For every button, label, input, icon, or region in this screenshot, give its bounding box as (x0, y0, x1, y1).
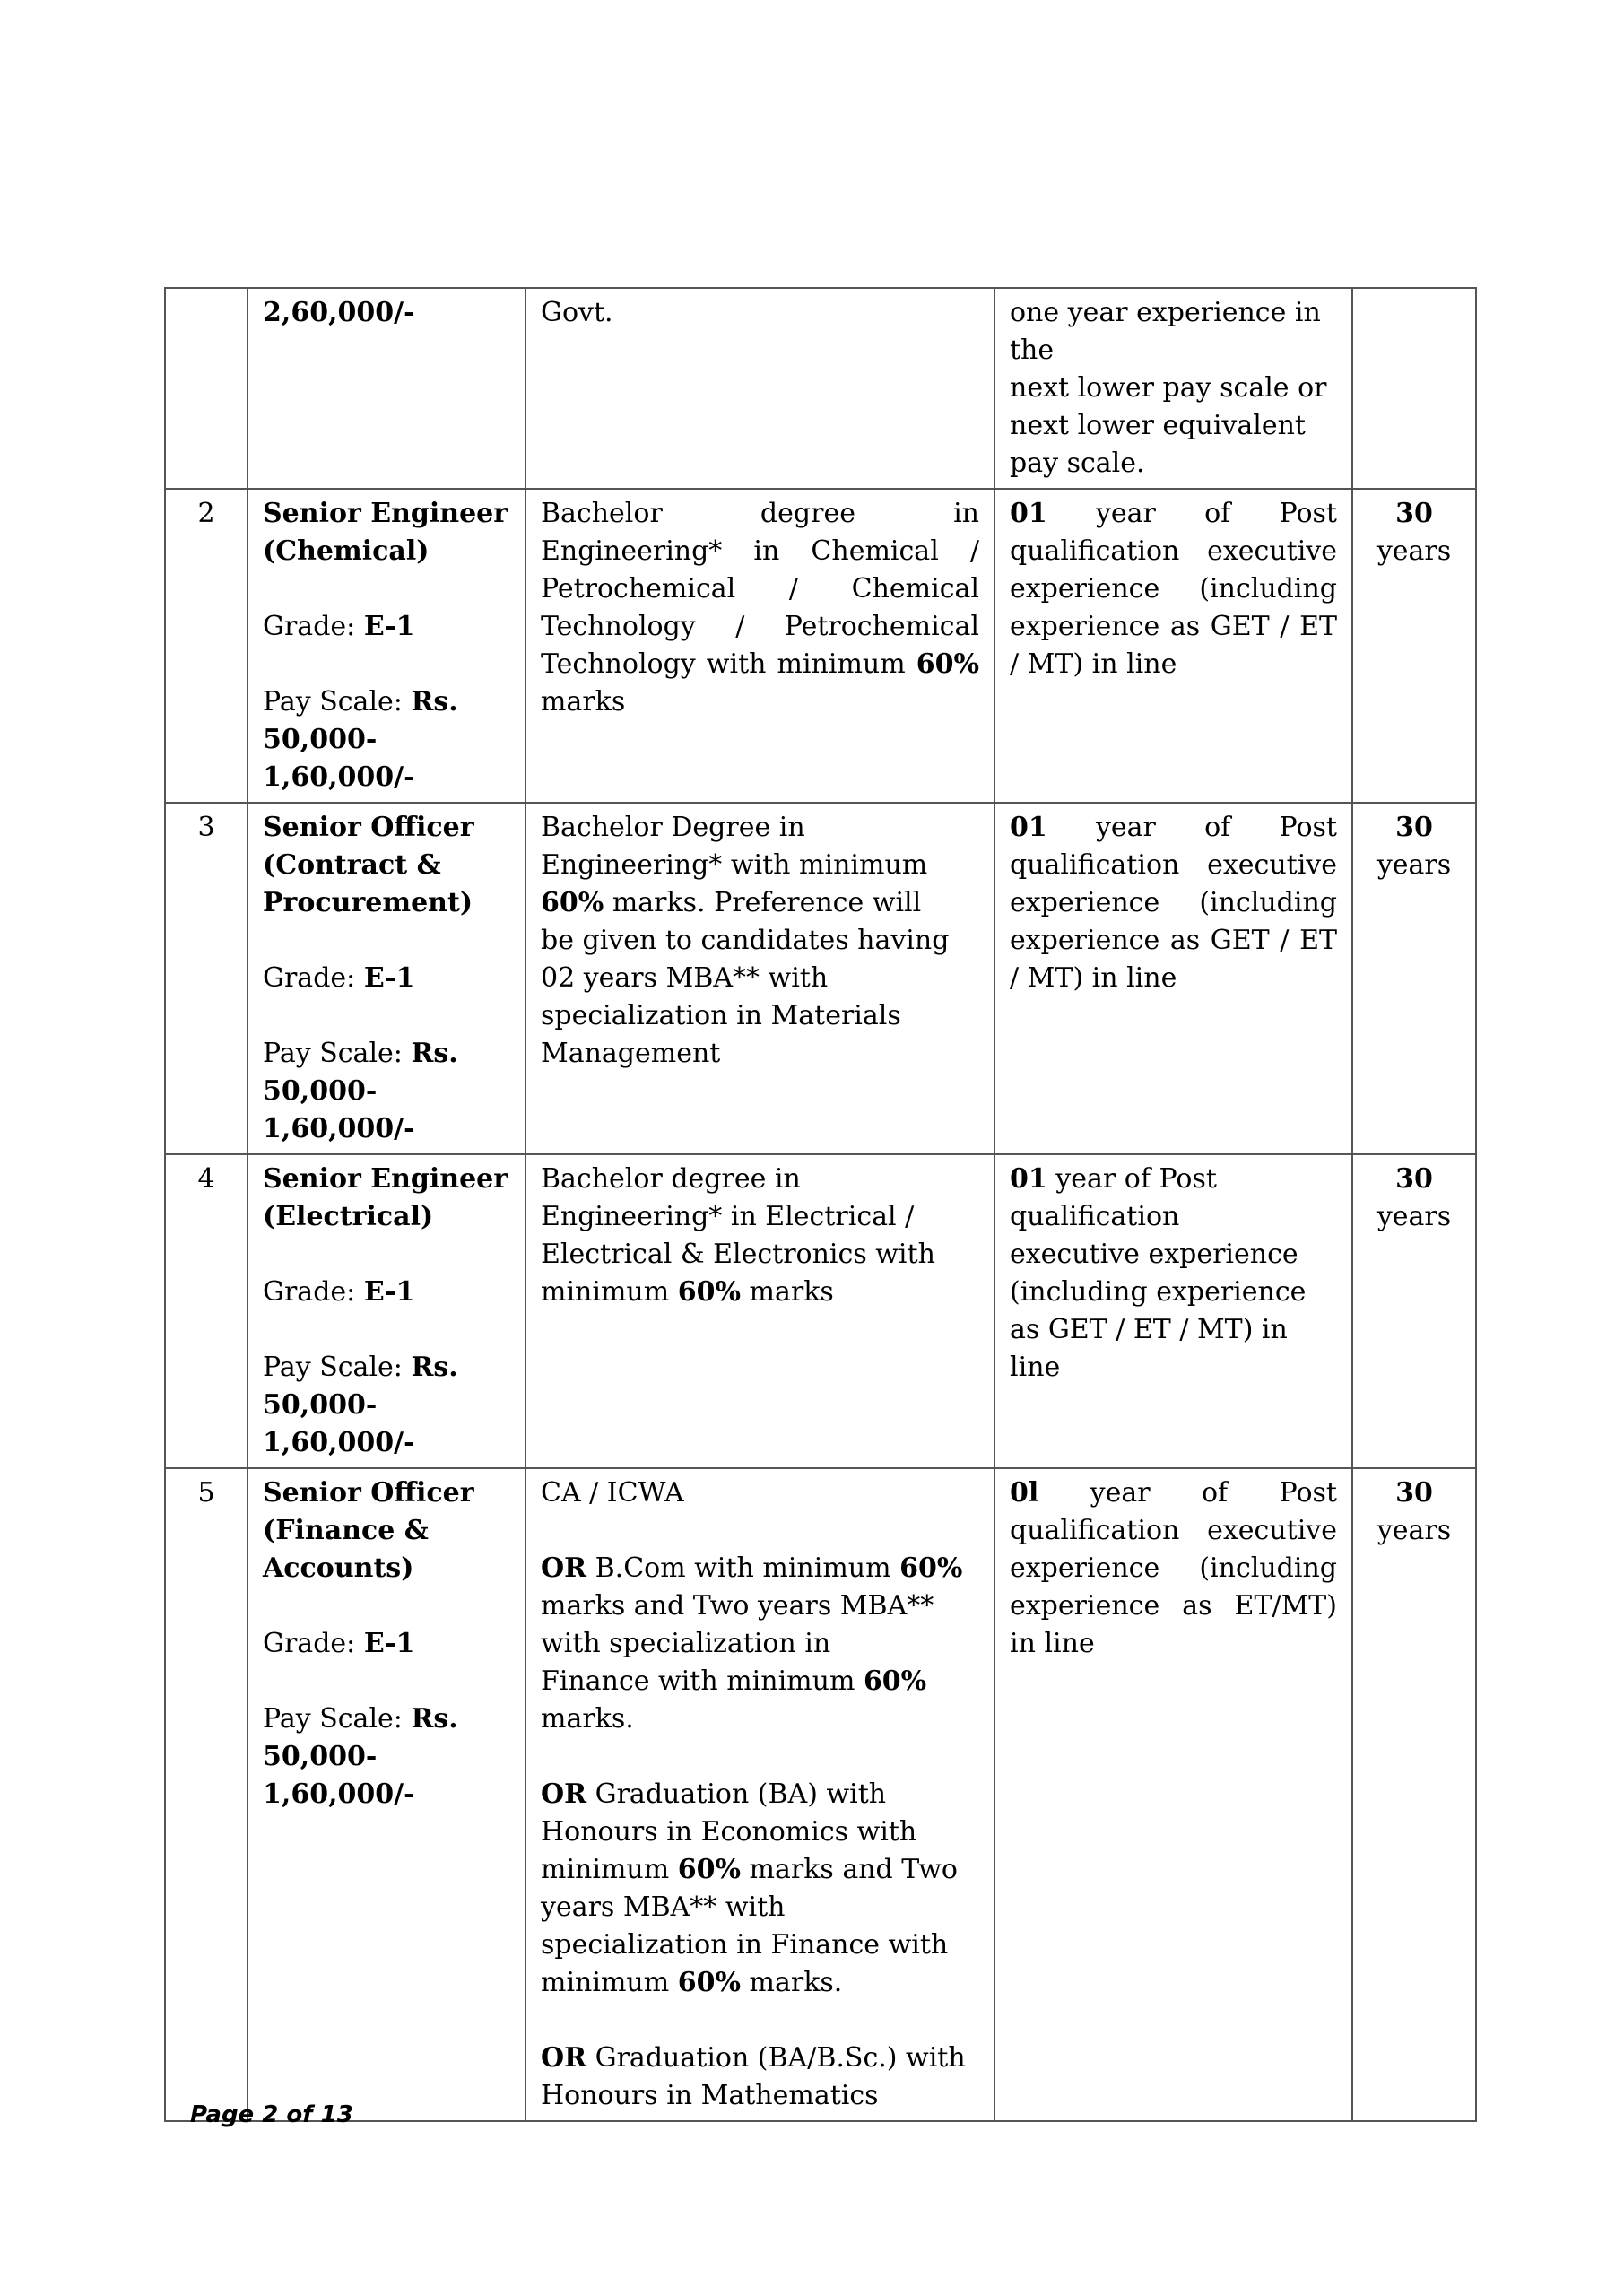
grade: Grade: E-1 (263, 611, 415, 642)
age-cell: 30 years (1352, 489, 1476, 803)
post-name: Senior Officer (263, 812, 474, 843)
posts-table (164, 287, 1477, 2122)
experience-cell: 0l year of Post qualification executive experience (including experience as ET/MT) in line (994, 1468, 1352, 2121)
post-name: Senior Officer (263, 1477, 474, 1509)
post-cell: Senior Officer (Contract & Procurement) Grade: E-1 Pay Scale: Rs. 50,000- 1,60,000/- (248, 803, 525, 1154)
qualification-cell: Bachelor degree in Engineering* in Electrical / Electrical & Electronics with minimum 60% marks (525, 1154, 994, 1468)
pay-scale: Pay Scale: Rs. (263, 686, 458, 718)
experience-cell: 01 year of Post qualification executive experience (including experience as GET / ET / MT) in line (994, 489, 1352, 803)
qualification-cell: Bachelor degree in Engineering* in Chemical / Petrochemical / Chemical Technology / Petrochemical Technology with minimum 60% marks (525, 489, 994, 803)
grade: Grade: E-1 (263, 1276, 415, 1308)
serial-number (165, 288, 248, 489)
experience-cell: 01 year of Post qualification executive experience (including experience as GET / ET / MT) in line (994, 803, 1352, 1154)
post-cell (248, 288, 525, 489)
pay-scale: Pay Scale: Rs. (263, 1038, 458, 1069)
age-cell: 30 years (1352, 1468, 1476, 2121)
post-name: Senior Engineer (263, 1163, 508, 1195)
experience-cell: one year experience in the next lower pay scale or next lower equivalent pay scale. (994, 288, 1352, 489)
serial-number: 5 (165, 1468, 248, 2121)
serial-number: 4 (165, 1154, 248, 1468)
table-row (165, 288, 1476, 489)
grade: Grade: E-1 (263, 1628, 415, 1659)
serial-number: 3 (165, 803, 248, 1154)
table-row (165, 489, 1476, 803)
pay-scale: Pay Scale: Rs. (263, 1352, 458, 1383)
table-row (165, 1468, 1476, 2121)
age-cell: 30 years (1352, 1154, 1476, 1468)
experience-cell: 01 year of Post qualification executive experience (including experience as GET / ET / MT) in line (994, 1154, 1352, 1468)
grade: Grade: E-1 (263, 962, 415, 994)
pay-scale: Pay Scale: Rs. (263, 1703, 458, 1735)
pay-scale-value: 2,60,000/- (263, 297, 415, 328)
qualification-cell: CA / ICWA OR B.Com with minimum 60% marks and Two years MBA** with specialization in Finance with minimum 60% marks. OR Graduation (BA) with Honours in Economics with minimum 60% marks and Two years MBA** with specialization in Finance with minimum 60% marks. OR Graduation (BA/B.Sc.) with Honours in Mathematics (525, 1468, 994, 2121)
qualification-cell: Govt. (525, 288, 994, 489)
serial-number: 2 (165, 489, 248, 803)
post-name: Senior Engineer (263, 498, 508, 529)
age-cell (1352, 288, 1476, 489)
table-row (165, 1154, 1476, 1468)
post-cell: Senior Engineer (Chemical) Grade: E-1 Pay Scale: Rs. 50,000- 1,60,000/- (248, 489, 525, 803)
page-number-footer: Page 2 of 13 (190, 2101, 353, 2128)
table-row (165, 803, 1476, 1154)
post-cell: Senior Officer (Finance & Accounts) Grade: E-1 Pay Scale: Rs. 50,000- 1,60,000/- (248, 1468, 525, 2121)
post-cell: Senior Engineer (Electrical) Grade: E-1 Pay Scale: Rs. 50,000- 1,60,000/- (248, 1154, 525, 1468)
age-cell: 30 years (1352, 803, 1476, 1154)
qualification-cell: Bachelor Degree in Engineering* with minimum 60% marks. Preference will be given to candidates having 02 years MBA** with specialization in Materials Management (525, 803, 994, 1154)
